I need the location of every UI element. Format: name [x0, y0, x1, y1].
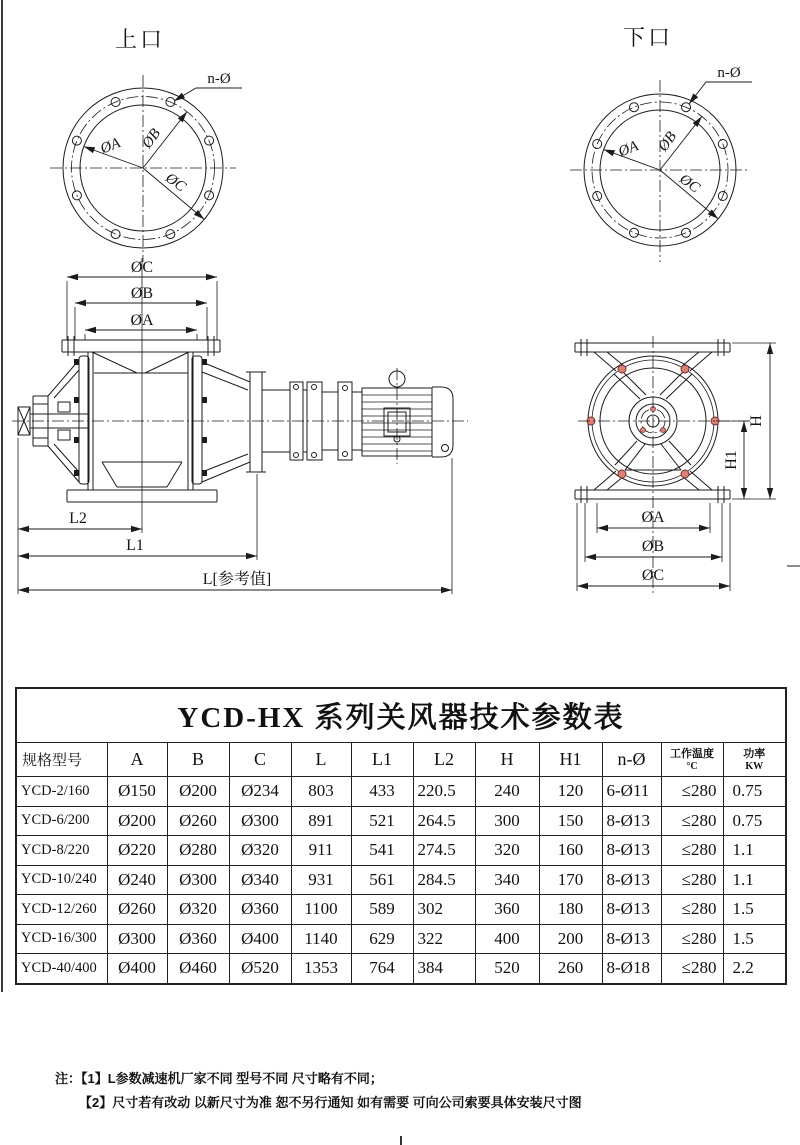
table-cell: 384	[413, 954, 475, 984]
table-cell: 1353	[291, 954, 351, 984]
table-cell: 150	[539, 806, 602, 836]
table-cell: 284.5	[413, 865, 475, 895]
dim-label-b: ØB	[130, 285, 154, 302]
dim-label-c: ØC	[162, 170, 189, 196]
table-cell: 400	[475, 924, 539, 954]
dim-label-l1: L1	[126, 537, 144, 554]
table-cell: YCD-16/300	[16, 924, 107, 954]
dim-label-a: ØA	[98, 135, 123, 158]
table-cell: 320	[475, 836, 539, 866]
table-cell: 180	[539, 895, 602, 925]
col-header-temp-line2: °C	[686, 760, 698, 772]
dim-label-a: ØA	[616, 138, 641, 161]
table-cell: Ø300	[107, 924, 167, 954]
dim-label-a: ØA	[130, 312, 154, 329]
table-cell: 1.5	[723, 924, 786, 954]
spec-table	[15, 687, 787, 985]
table-cell: YCD-6/200	[16, 806, 107, 836]
table-cell: Ø360	[229, 895, 291, 925]
table-cell: Ø340	[229, 865, 291, 895]
col-header-b: B	[167, 743, 229, 777]
col-header-l1: L1	[351, 743, 413, 777]
table-cell: Ø460	[167, 954, 229, 984]
col-header-c: C	[229, 743, 291, 777]
table-cell: ≤280	[661, 777, 723, 807]
footnote-2: 【2】尺寸若有改动 以新尺寸为准 恕不另行通知 如有需要 可向公司索要具体安装尺寸图	[79, 1095, 582, 1110]
table-cell: Ø234	[229, 777, 291, 807]
dim-label-c: ØC	[676, 171, 703, 197]
table-cell: 340	[475, 865, 539, 895]
table-cell: ≤280	[661, 954, 723, 984]
table-cell: Ø520	[229, 954, 291, 984]
table-row	[16, 836, 786, 866]
table-cell: 1.1	[723, 865, 786, 895]
footnote-1: 注：【1】L参数减速机厂家不同 型号不同 尺寸略有不同；	[55, 1071, 383, 1086]
col-header-l2: L2	[413, 743, 475, 777]
spec-table-body	[16, 777, 786, 984]
table-cell: 6-Ø11	[602, 777, 661, 807]
table-cell: Ø200	[107, 806, 167, 836]
view-title-top-port: 上口	[114, 27, 166, 52]
dim-label-l: L[参考值]	[202, 571, 272, 588]
cover-bolts	[74, 359, 207, 476]
dim-label-h: H	[748, 415, 765, 427]
table-row	[16, 806, 786, 836]
table-cell: YCD-10/240	[16, 865, 107, 895]
col-header-temp	[661, 743, 723, 777]
table-header-row	[16, 743, 786, 777]
col-header-a: A	[107, 743, 167, 777]
dim-label-c: ØC	[130, 259, 154, 276]
table-cell: 1100	[291, 895, 351, 925]
flange-top-left-view	[50, 27, 242, 262]
table-cell: YCD-12/260	[16, 895, 107, 925]
col-header-n: n-Ø	[602, 743, 661, 777]
col-header-model: 规格型号	[16, 743, 107, 777]
table-cell: Ø400	[229, 924, 291, 954]
page-mark-bottom	[400, 1136, 402, 1145]
col-header-l: L	[291, 743, 351, 777]
side-view	[12, 258, 468, 594]
table-cell: ≤280	[661, 865, 723, 895]
table-cell: YCD-40/400	[16, 954, 107, 984]
table-cell: 120	[539, 777, 602, 807]
col-header-power-line1: 功率	[743, 747, 766, 760]
table-cell: 803	[291, 777, 351, 807]
table-cell: 322	[413, 924, 475, 954]
table-cell: 302	[413, 895, 475, 925]
table-cell: Ø320	[167, 895, 229, 925]
table-cell: 629	[351, 924, 413, 954]
footnotes	[55, 1068, 582, 1111]
table-cell: Ø360	[167, 924, 229, 954]
table-cell: 160	[539, 836, 602, 866]
table-cell: 891	[291, 806, 351, 836]
table-cell: Ø260	[107, 895, 167, 925]
table-cell: YCD-8/220	[16, 836, 107, 866]
dim-label-l2: L2	[69, 510, 87, 527]
bolt-count-label: n-Ø	[207, 71, 231, 87]
table-cell: 170	[539, 865, 602, 895]
table-cell: Ø220	[107, 836, 167, 866]
table-row	[16, 954, 786, 984]
table-cell: Ø320	[229, 836, 291, 866]
col-header-h: H	[475, 743, 539, 777]
col-header-power	[723, 743, 786, 777]
bolt-count-label: n-Ø	[717, 65, 741, 81]
table-cell: 1140	[291, 924, 351, 954]
dim-label-b: ØB	[641, 538, 665, 555]
table-cell: 764	[351, 954, 413, 984]
table-cell: Ø240	[107, 865, 167, 895]
table-cell: Ø300	[167, 865, 229, 895]
table-row	[16, 924, 786, 954]
col-header-h1: H1	[539, 743, 602, 777]
dim-label-b: ØB	[655, 128, 681, 155]
table-cell: 541	[351, 836, 413, 866]
table-cell: 8-Ø13	[602, 895, 661, 925]
table-cell: 561	[351, 865, 413, 895]
table-cell: 911	[291, 836, 351, 866]
table-cell: ≤280	[661, 836, 723, 866]
table-cell: 589	[351, 895, 413, 925]
table-cell: 8-Ø13	[602, 865, 661, 895]
motor-end-cap	[432, 387, 453, 457]
table-cell: Ø150	[107, 777, 167, 807]
page-border-left	[1, 0, 3, 992]
table-cell: YCD-2/160	[16, 777, 107, 807]
table-cell: 0.75	[723, 806, 786, 836]
end-view	[575, 336, 800, 594]
table-cell: 521	[351, 806, 413, 836]
table-row	[16, 865, 786, 895]
table-title-row	[16, 688, 786, 743]
flange-top-right-view	[570, 25, 752, 262]
table-cell: 200	[539, 924, 602, 954]
table-cell: 931	[291, 865, 351, 895]
table-cell: 0.75	[723, 777, 786, 807]
dim-label-b: ØB	[139, 125, 165, 152]
table-cell: 240	[475, 777, 539, 807]
table-cell: Ø200	[167, 777, 229, 807]
table-cell: 520	[475, 954, 539, 984]
table-cell: 260	[539, 954, 602, 984]
table-cell: 433	[351, 777, 413, 807]
col-header-temp-line1: 工作温度	[670, 747, 714, 760]
table-cell: 2.2	[723, 954, 786, 984]
dim-label-a: ØA	[641, 509, 665, 526]
table-cell: ≤280	[661, 806, 723, 836]
table-cell: 264.5	[413, 806, 475, 836]
table-cell: Ø400	[107, 954, 167, 984]
table-title: YCD-HX 系列关风器技术参数表	[16, 688, 786, 743]
table-cell: 274.5	[413, 836, 475, 866]
table-cell: Ø300	[229, 806, 291, 836]
table-cell: 8-Ø13	[602, 924, 661, 954]
table-cell: 1.1	[723, 836, 786, 866]
view-title-bottom-port: 下口	[622, 25, 674, 50]
table-cell: 300	[475, 806, 539, 836]
table-cell: 8-Ø13	[602, 836, 661, 866]
table-cell: 1.5	[723, 895, 786, 925]
table-cell: 8-Ø18	[602, 954, 661, 984]
table-cell: Ø280	[167, 836, 229, 866]
table-row	[16, 777, 786, 807]
table-cell: ≤280	[661, 895, 723, 925]
table-cell: Ø260	[167, 806, 229, 836]
table-cell: 220.5	[413, 777, 475, 807]
col-header-power-line2: KW	[745, 760, 764, 772]
dim-label-c: ØC	[641, 567, 665, 584]
table-cell: 8-Ø13	[602, 806, 661, 836]
table-cell: ≤280	[661, 924, 723, 954]
table-row	[16, 895, 786, 925]
table-cell: 360	[475, 895, 539, 925]
dim-label-h1: H1	[723, 450, 740, 470]
